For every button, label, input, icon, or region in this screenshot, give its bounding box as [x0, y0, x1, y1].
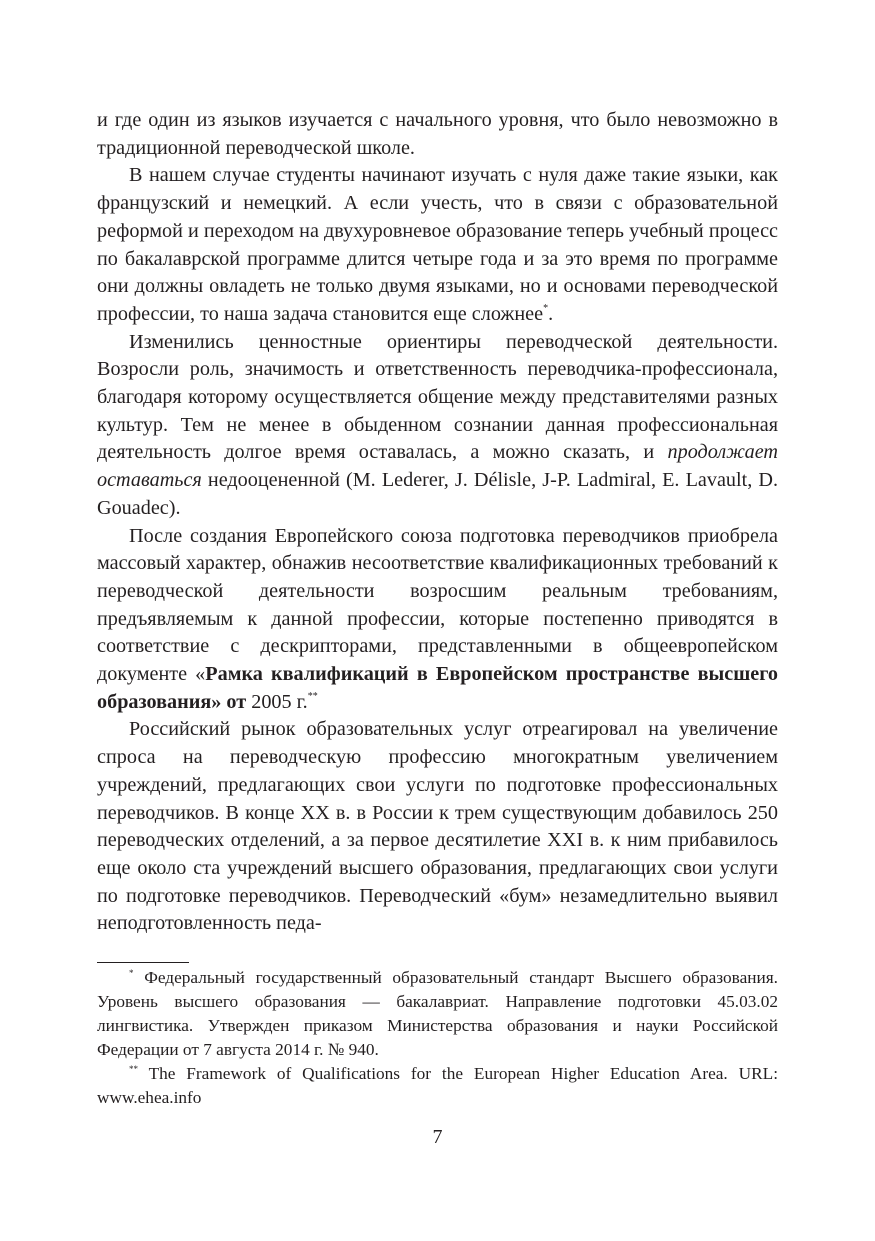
- footnote-ref-2[interactable]: **: [307, 690, 318, 702]
- paragraph-5-text: Российский рынок образовательных услуг отреагировал на увеличение спроса на переводческую профессию многократным увеличением учреждений, предлагающих свои услуги по подготовке профессиональных переводчиков. В конце XX в. в России к трем существующим добавилось 250 переводческих отделений, а за первое десятилетие XXI в. к ним прибавилось еще около ста учреждений высшего образования, предлагающих свои услуги по подготовке переводчиков. Переводческий «бум» незамедлительно выявил неподготовленность педа-: [97, 718, 778, 935]
- footnote-1-mark: *: [129, 968, 134, 978]
- footnote-2: [97, 1062, 778, 1110]
- footnote-separator: [97, 962, 189, 963]
- page-number: 7: [432, 1126, 443, 1148]
- paragraph-2: [97, 162, 778, 328]
- footnote-1-text: Федеральный государственный образовательный стандарт Высшего образования. Уровень высшего образования — бакалавриат. Направление подготовки 45.03.02 лингвистика. Утвержден приказом Министерства образования и науки Российской Федерации от 7 августа 2014 г. № 940.: [97, 968, 778, 1059]
- footnote-ref-1[interactable]: *: [543, 302, 549, 314]
- paragraph-1-text: и где один из языков изучается с начального уровня, что было невозможно в традиционной переводческой школе.: [97, 109, 778, 159]
- paragraph-5: [97, 716, 778, 938]
- paragraph-3-text-b: недооцененной (M. Lederer, J. Délisle, J-P. Ladmiral, E. Lavault, D. Gouadec).: [97, 469, 778, 519]
- paragraph-1: [97, 107, 778, 162]
- footnote-1: [97, 966, 778, 1062]
- paragraph-4-text-a: После создания Европейского союза подготовка переводчиков приобрела массовый характер, обнажив несоответствие квалификационных требований к переводческой деятельности возросшим реальным требованиям, предъявляемым к данной профессии, которые постепенно приводятся в соответствие с дескрипторами, представленными в общеевропейском документе «: [97, 524, 778, 686]
- paragraph-4-text-b: 2005 г.: [246, 690, 308, 713]
- paragraph-3-italic: продолжает оставаться: [97, 441, 778, 492]
- paragraph-3-text-a: Изменились ценностные ориентиры переводческой деятельности. Возросли роль, значимость и ответственность переводчика-профессионала, благодаря которому осуществляется общение между представителями разных культур. Тем не менее в обыденном сознании данная профессиональная деятельность долгое время оставалась, а можно сказать, и: [97, 330, 778, 464]
- paragraph-4-bold-title: Рамка квалификаций в Европейском пространстве высшего образования» от: [97, 663, 778, 713]
- paragraph-2-text: В нашем случае студенты начинают изучать с нуля даже такие языки, как французский и немецкий. А если учесть, что в связи с образовательной реформой и переходом на двухуровневое образование теперь учебный процесс по бакалаврской программе длится четыре года и за это время по программе они должны овладеть не только двумя языками, но и основами переводческой профессии, то наша задача становится еще сложнее: [97, 164, 778, 325]
- paragraph-4: [97, 523, 778, 717]
- footnote-2-mark: **: [129, 1064, 138, 1074]
- page-body: [97, 107, 778, 938]
- paragraph-2-end: .: [548, 302, 554, 325]
- footnotes: [97, 966, 778, 1110]
- paragraph-3: [97, 329, 778, 523]
- footnote-2-text: The Framework of Qualifications for the European Higher Education Area. URL: www.ehea.info: [97, 1064, 778, 1107]
